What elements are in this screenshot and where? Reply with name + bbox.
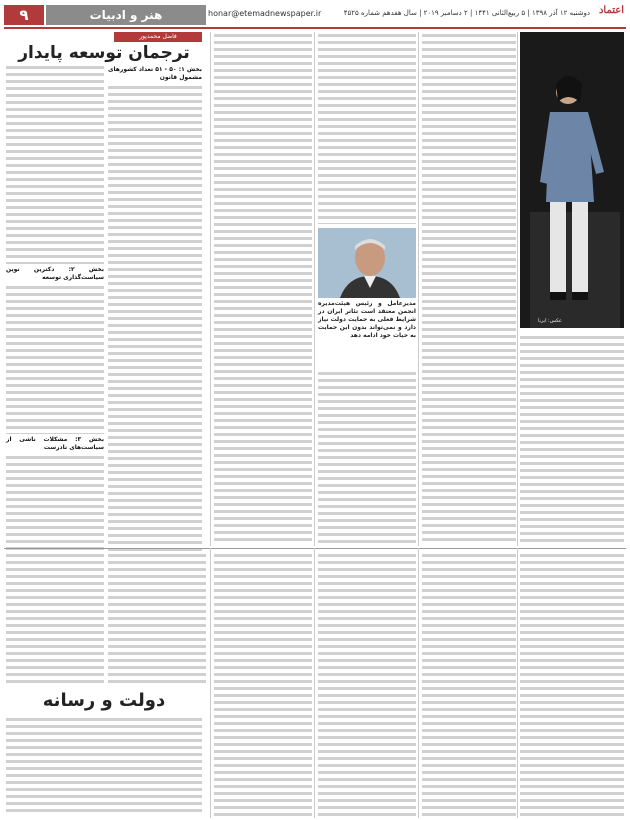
column-divider [210,32,211,546]
body-text-block [6,64,104,264]
column-divider [418,548,419,818]
pull-quote: مدیرعامل و رئیس هیئت‌مدیره انجمن معتقد است تئاتر ایران در شرایط فعلی به حمایت دولت نیاز دارد و نمی‌تواند بدون این حمایت به حیات خود ادامه دهد [318,300,416,339]
photo-caption: عکس: ایرنا [538,318,562,324]
article-column [318,370,416,544]
article-column [108,64,202,544]
column-divider [210,548,211,818]
article-column [520,552,624,816]
stage-photo [520,32,624,328]
article-headline: ترجمان توسعه پایدار [18,43,190,63]
article-column [422,552,516,816]
article-column [6,716,202,816]
article-column [6,552,104,684]
newspaper-logo: اعتماد [598,5,624,16]
author-tag: فاضل محمدپور [114,32,202,42]
column-divider [517,32,518,546]
article-column [214,32,312,544]
article-column [422,32,516,544]
article-subhead: بخش ۱: ۵۰ - ۵۱ تعداد کشورهای مشمول قانون [108,66,202,81]
column-divider [314,548,315,818]
article-column [318,552,416,816]
column-divider [418,32,419,546]
stage-illustration [520,32,624,328]
section-title: هنر و ادبیات [46,5,206,25]
page-number: ۹ [4,5,44,25]
article-column [318,32,416,224]
header-rule [4,27,626,29]
portrait-illustration [318,228,416,298]
column-divider [517,548,518,818]
article-subhead: بخش ۲: دکترین نوین سیاست‌گذاری توسعه [6,266,104,281]
portrait-photo [318,228,416,298]
article-column [6,64,104,544]
article-column [520,334,624,544]
section-email: honar@etemadnewspaper.ir [208,9,322,18]
article-column [214,552,312,816]
section-divider [4,548,626,549]
dateline: دوشنبه ۱۲ آذر ۱۳۹۸ | ۵ ربیع‌الثانی ۱۴۴۱ | ۲ دسامبر ۲۰۱۹ | سال هفدهم شماره ۴۵۲۵ [343,9,590,17]
bottom-headline: دولت و رسانه [42,690,166,711]
article-subhead: بخش ۳: مشکلات ناشی از سیاست‌های نادرست [6,436,104,451]
page-header [0,0,630,30]
body-text-block [6,284,104,434]
article-column [108,552,206,684]
body-text-block [108,84,202,554]
column-divider [314,32,315,546]
